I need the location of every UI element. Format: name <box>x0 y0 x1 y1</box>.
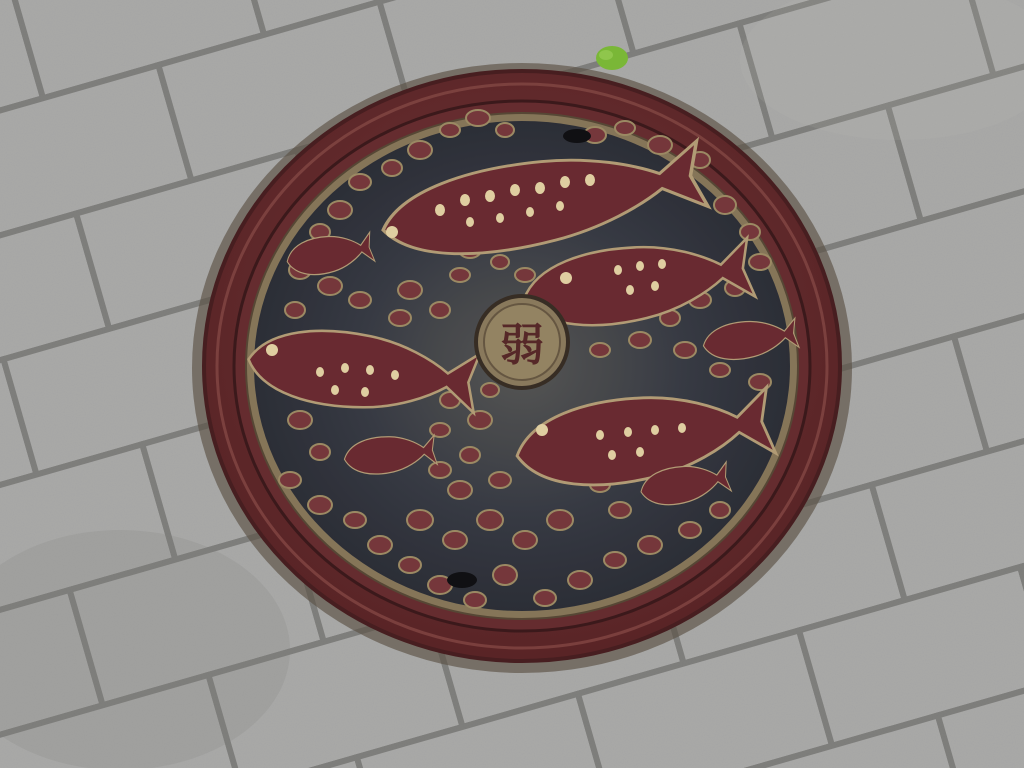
emblem-character: 弱 <box>500 320 544 371</box>
